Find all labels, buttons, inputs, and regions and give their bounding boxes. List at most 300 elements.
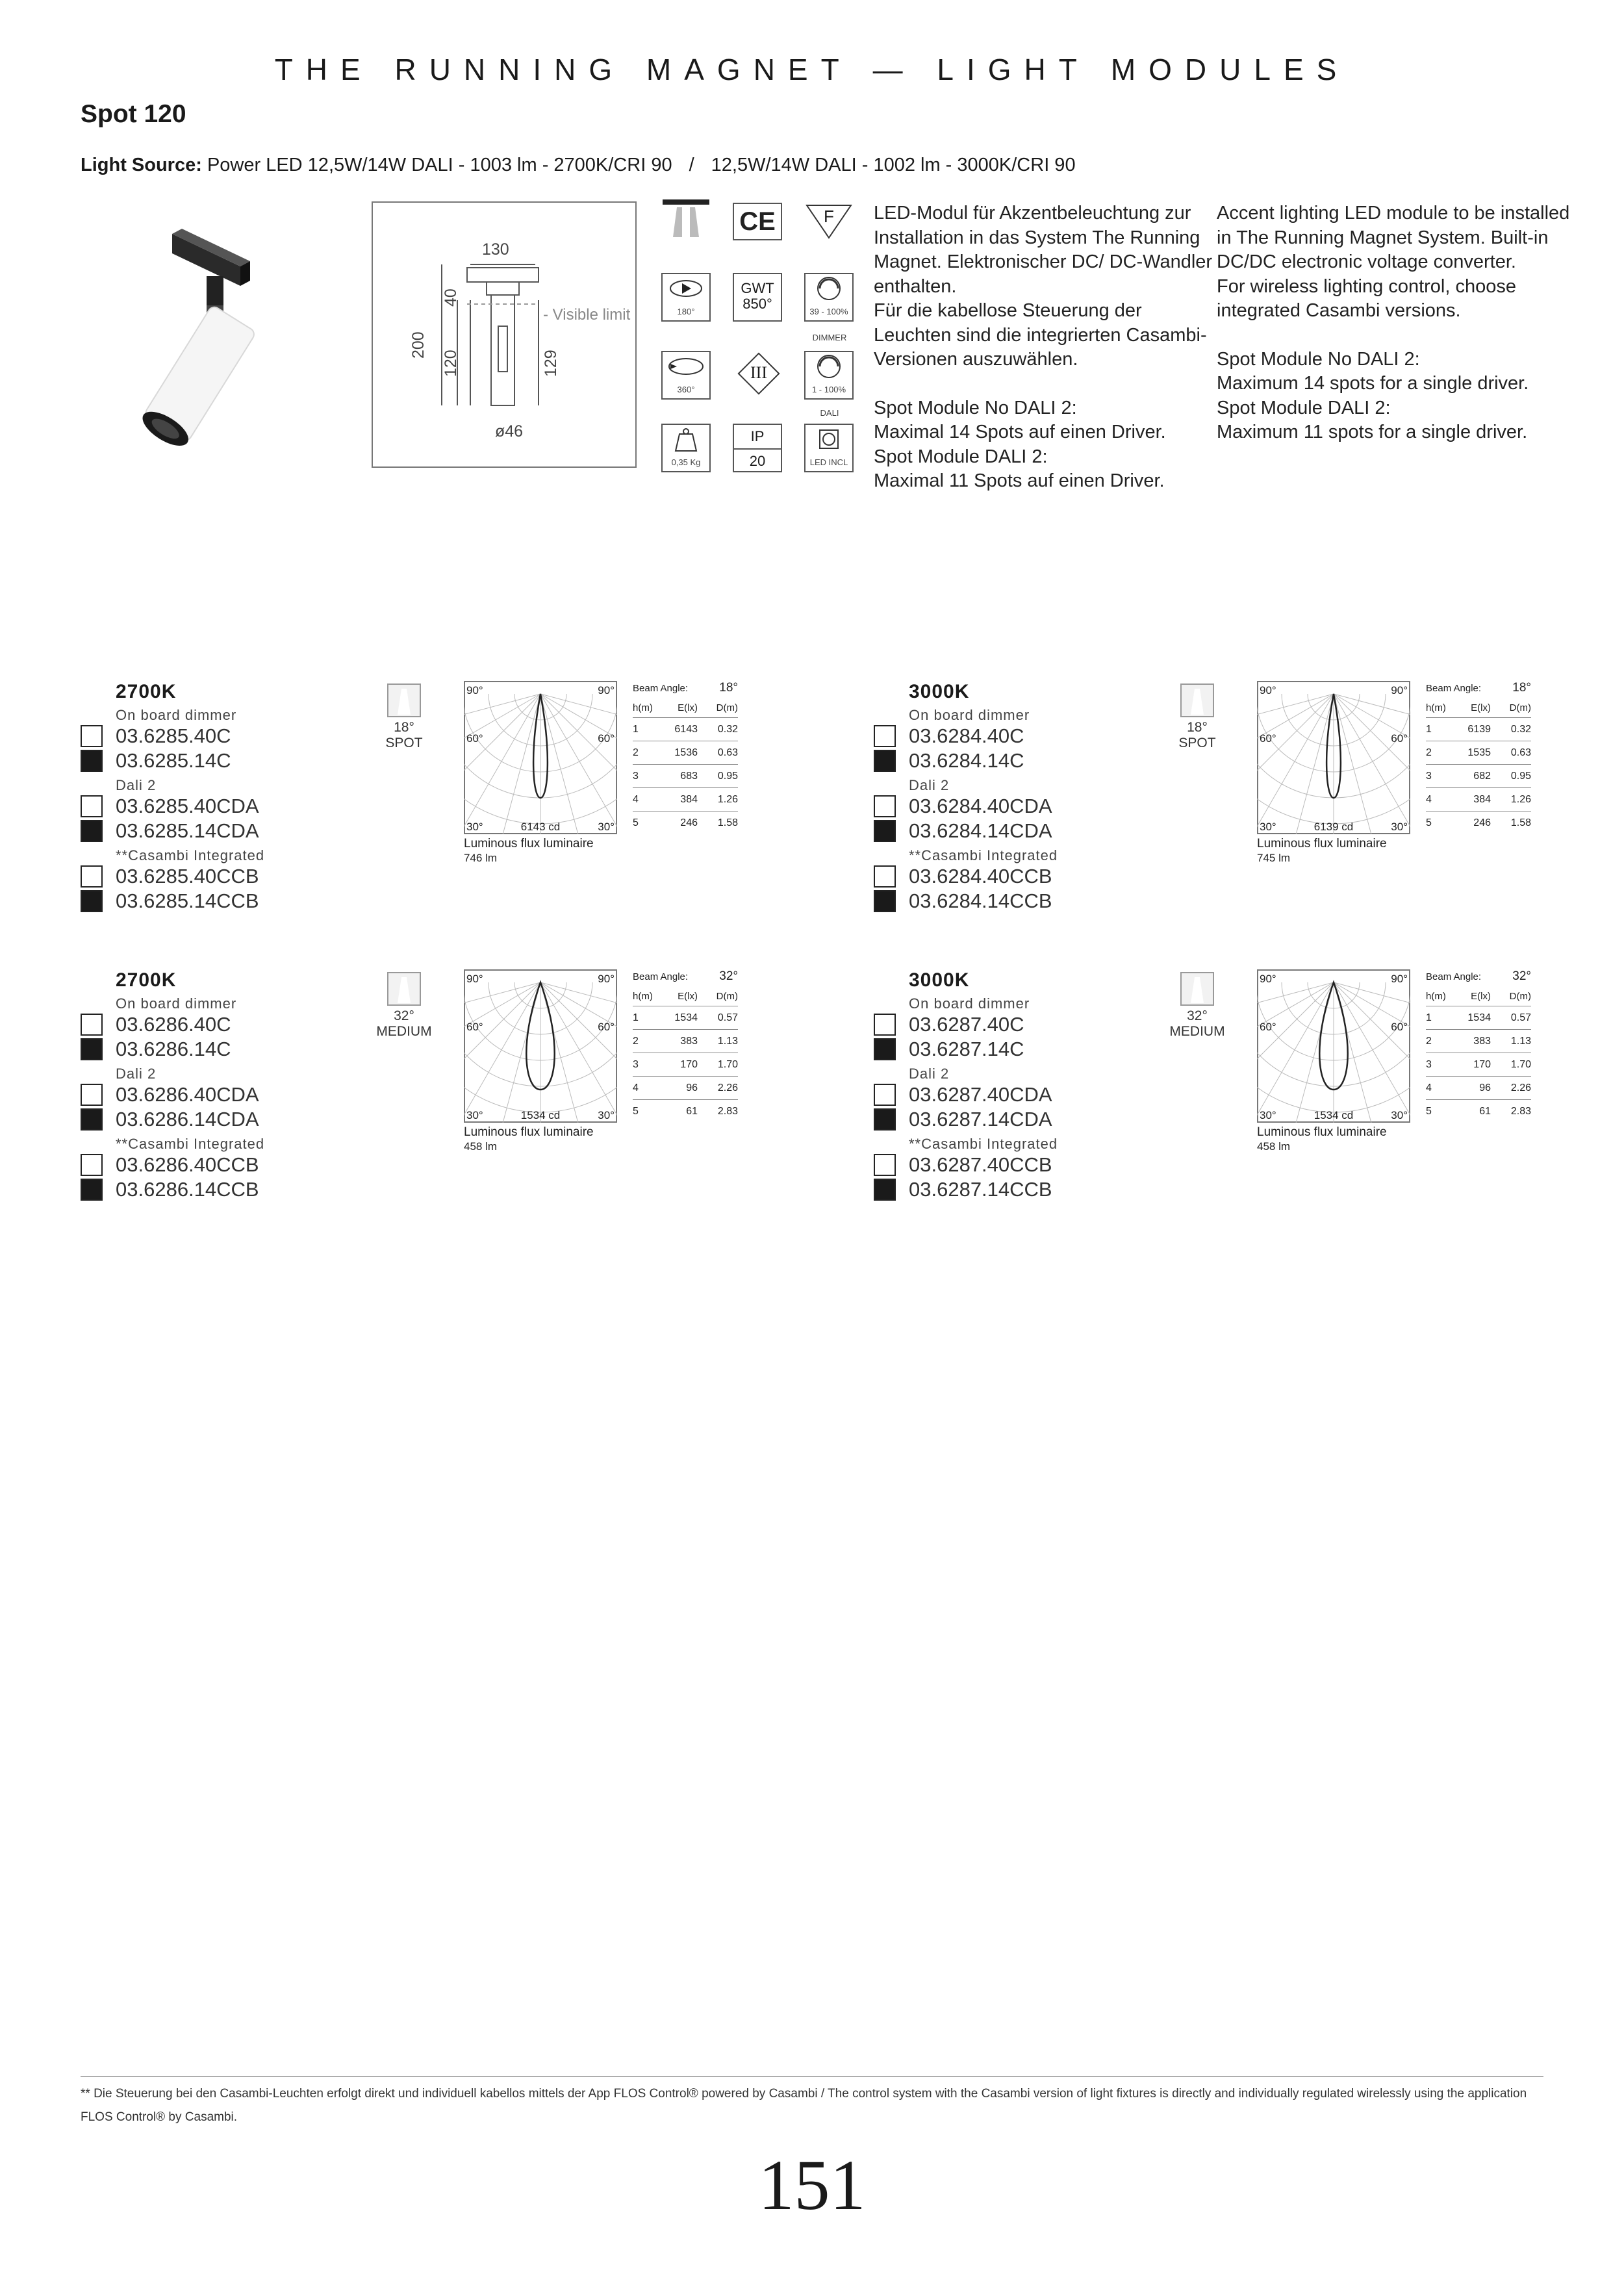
ip-rating-icon bbox=[733, 424, 782, 472]
luminous-flux-label: Luminous flux luminaire bbox=[464, 837, 594, 850]
group-label-dali2: Dali 2 bbox=[909, 1066, 950, 1082]
illuminance-grid bbox=[1426, 986, 1531, 1123]
variant-code-list bbox=[909, 969, 1058, 1202]
illuminance-grid bbox=[633, 698, 738, 834]
light-source-b: 12,5W/14W DALI - 1002 lm - 3000K/CRI 90 bbox=[711, 155, 1076, 175]
row-illuminance: 96 bbox=[1457, 1077, 1491, 1100]
product-code: 03.6287.40C bbox=[909, 1013, 1024, 1036]
de-paragraph-2: Für die kabellose Steuerung der Leuchten sind die integrierten Casambi-Versionen auszuwählen. bbox=[874, 300, 1207, 370]
weight-icon bbox=[661, 424, 711, 472]
product-code: 03.6287.14CCB bbox=[909, 1178, 1052, 1201]
row-height: 5 bbox=[1426, 1105, 1432, 1117]
row-height: 3 bbox=[633, 1053, 664, 1077]
beam-cone-icon bbox=[1180, 972, 1214, 1006]
beam-cone-icon bbox=[387, 972, 421, 1006]
product-code: 03.6284.40CDA bbox=[909, 795, 1052, 817]
en-paragraph-2: For wireless lighting control, choose integrated Casambi versions. bbox=[1217, 275, 1516, 321]
product-code-row bbox=[909, 794, 1058, 819]
product-code-row bbox=[909, 1037, 1058, 1062]
col-header-illuminance: E(lx) bbox=[1457, 986, 1491, 1006]
table-row bbox=[1426, 1100, 1531, 1123]
description-german bbox=[874, 201, 1218, 494]
row-illuminance: 384 bbox=[664, 788, 698, 811]
en-paragraph-5: Spot Module DALI 2: bbox=[1217, 397, 1391, 418]
row-diameter: 1.70 bbox=[698, 1053, 738, 1077]
black-finish-swatch bbox=[874, 750, 896, 772]
table-row bbox=[1426, 718, 1531, 741]
group-label-casambi: **Casambi Integrated bbox=[909, 847, 1058, 863]
product-code-row bbox=[909, 1107, 1058, 1132]
variant-code-list bbox=[116, 969, 264, 1202]
row-height: 5 bbox=[633, 1105, 639, 1117]
product-code: 03.6287.14C bbox=[909, 1038, 1024, 1060]
col-header-diameter: D(m) bbox=[698, 986, 738, 1006]
product-code-row bbox=[909, 864, 1058, 889]
beam-label bbox=[373, 720, 435, 751]
row-height: 2 bbox=[1426, 741, 1457, 765]
product-code: 03.6284.14C bbox=[909, 749, 1024, 772]
group-label-on-board-dimmer: On board dimmer bbox=[909, 995, 1030, 1012]
product-code: 03.6284.40CCB bbox=[909, 865, 1052, 888]
row-diameter: 0.95 bbox=[1491, 765, 1531, 788]
row-height: 2 bbox=[633, 1030, 664, 1053]
de-paragraph-1: LED-Modul für Akzentbeleuchtung zur Installation in das System The Running Magnet. Elektronischer DC/ DC-Wandler enthalten. bbox=[874, 203, 1213, 297]
row-height: 4 bbox=[1426, 788, 1457, 811]
beam-angle-header: Beam Angle: bbox=[1426, 971, 1482, 982]
light-source-a: Power LED 12,5W/14W DALI - 1003 lm - 2700K/CRI 90 bbox=[207, 155, 672, 175]
de-paragraph-6: Maximal 11 Spots auf einen Driver. bbox=[874, 470, 1165, 491]
black-finish-swatch bbox=[874, 1108, 896, 1131]
polar-label-30-left: 30° bbox=[466, 1109, 483, 1121]
beam-angle-header-value: 18° bbox=[719, 681, 738, 695]
row-height: 3 bbox=[633, 765, 664, 788]
luminous-flux-label: Luminous flux luminaire bbox=[1257, 837, 1387, 850]
row-height: 4 bbox=[633, 788, 664, 811]
row-diameter: 1.13 bbox=[698, 1030, 738, 1053]
row-illuminance: 170 bbox=[1457, 1053, 1491, 1077]
product-code: 03.6284.40C bbox=[909, 724, 1024, 747]
row-illuminance: 61 bbox=[1479, 1105, 1491, 1117]
page-header-title: THE RUNNING MAGNET — LIGHT MODULES bbox=[274, 53, 1350, 86]
polar-grid-ray bbox=[540, 694, 617, 804]
polar-grid-ray bbox=[1334, 982, 1410, 1118]
polar-grid-ray bbox=[1334, 694, 1410, 804]
polar-label-30-right: 30° bbox=[598, 1109, 615, 1121]
product-code-row bbox=[116, 864, 264, 889]
product-code-row bbox=[909, 1082, 1058, 1107]
led-incl-label: LED INCL bbox=[809, 457, 848, 467]
polar-label-60-right: 60° bbox=[1391, 1021, 1408, 1033]
dali-icon bbox=[804, 351, 854, 400]
black-finish-swatch bbox=[874, 820, 896, 842]
product-code-row bbox=[116, 1037, 264, 1062]
luminous-flux-value: 745 lm bbox=[1257, 852, 1291, 864]
table-row bbox=[1426, 1077, 1531, 1100]
luminous-flux-label: Luminous flux luminaire bbox=[464, 1125, 594, 1139]
spot-cylinder-shape bbox=[137, 305, 256, 452]
dali-range: 1 - 100% bbox=[811, 385, 846, 394]
row-height: 5 bbox=[1426, 817, 1432, 828]
black-finish-swatch bbox=[81, 750, 103, 772]
group-label-casambi: **Casambi Integrated bbox=[116, 847, 265, 863]
product-code-row bbox=[116, 1153, 264, 1177]
row-diameter: 1.26 bbox=[1491, 788, 1531, 811]
table-row bbox=[1426, 1030, 1531, 1053]
col-header-diameter: D(m) bbox=[698, 698, 738, 718]
row-height: 1 bbox=[1426, 1006, 1457, 1030]
row-height: 3 bbox=[1426, 765, 1457, 788]
f-mark-icon bbox=[804, 203, 854, 240]
dim-height-120: 120 bbox=[442, 350, 460, 377]
row-height: 5 bbox=[633, 817, 639, 828]
col-header-illuminance: E(lx) bbox=[664, 698, 698, 718]
polar-grid-ray bbox=[464, 694, 540, 804]
white-finish-swatch bbox=[874, 1084, 896, 1106]
dimmer-range: 39 - 100% bbox=[809, 307, 848, 316]
polar-label-60-left: 60° bbox=[1260, 1021, 1276, 1033]
gwt-temp: 850° bbox=[742, 296, 772, 312]
polar-label-60-right: 60° bbox=[598, 1021, 615, 1033]
row-illuminance: 170 bbox=[664, 1053, 698, 1077]
black-finish-swatch bbox=[874, 1038, 896, 1060]
beam-angle-header-value: 18° bbox=[1512, 681, 1531, 695]
variant-temp-title: 3000K bbox=[909, 681, 970, 702]
illuminance-table bbox=[1426, 967, 1531, 1123]
dim-height-40: 40 bbox=[442, 288, 460, 307]
polar-label-30-right: 30° bbox=[598, 821, 615, 833]
product-code: 03.6287.40CCB bbox=[909, 1153, 1052, 1176]
row-diameter: 0.63 bbox=[698, 741, 738, 765]
white-finish-swatch bbox=[81, 865, 103, 888]
row-diameter: 0.95 bbox=[698, 765, 738, 788]
row-illuminance: 246 bbox=[1473, 817, 1491, 828]
table-row bbox=[633, 1077, 738, 1100]
group-label-on-board-dimmer: On board dimmer bbox=[909, 707, 1030, 723]
table-header-row bbox=[633, 986, 738, 1006]
black-finish-swatch bbox=[81, 1108, 103, 1131]
table-row bbox=[633, 741, 738, 765]
col-header-height: h(m) bbox=[1426, 698, 1457, 718]
product-code-row bbox=[909, 1012, 1058, 1037]
row-illuminance: 383 bbox=[664, 1030, 698, 1053]
row-height: 2 bbox=[1426, 1030, 1457, 1053]
en-paragraph-4: Maximum 14 spots for a single driver. bbox=[1217, 373, 1529, 394]
track-adapter-shape bbox=[172, 229, 250, 314]
beam-angle-value: 18° bbox=[1187, 720, 1208, 735]
black-finish-swatch bbox=[81, 820, 103, 842]
description-english bbox=[1217, 201, 1574, 445]
product-code-row bbox=[909, 748, 1058, 773]
en-paragraph-3: Spot Module No DALI 2: bbox=[1217, 348, 1420, 370]
row-illuminance: 682 bbox=[1457, 765, 1491, 788]
row-illuminance: 383 bbox=[1457, 1030, 1491, 1053]
row-height: 4 bbox=[633, 1077, 664, 1100]
product-code: 03.6287.14CDA bbox=[909, 1108, 1052, 1131]
class-three-icon bbox=[733, 348, 785, 400]
table-row bbox=[633, 1053, 738, 1077]
product-code: 03.6286.40CCB bbox=[116, 1153, 259, 1176]
ip-label: IP bbox=[734, 425, 781, 450]
en-paragraph-6: Maximum 11 spots for a single driver. bbox=[1217, 422, 1528, 442]
polar-grid-ray bbox=[464, 982, 540, 1118]
white-finish-swatch bbox=[81, 1014, 103, 1036]
col-header-height: h(m) bbox=[633, 986, 664, 1006]
white-finish-swatch bbox=[874, 1154, 896, 1176]
product-code: 03.6287.40CDA bbox=[909, 1083, 1052, 1106]
variant-block bbox=[874, 681, 1595, 954]
beam-type-value: SPOT bbox=[385, 735, 423, 750]
polar-grid-ray bbox=[464, 694, 540, 829]
product-code-row bbox=[909, 889, 1058, 913]
beam-cone-icon bbox=[387, 683, 421, 717]
beam-label bbox=[1166, 720, 1228, 751]
icon-track-profile bbox=[661, 198, 711, 236]
polar-caption bbox=[464, 837, 594, 865]
product-code-row bbox=[116, 1107, 264, 1132]
row-diameter: 0.32 bbox=[698, 718, 738, 741]
row-illuminance: 246 bbox=[680, 817, 698, 828]
polar-grid-ray bbox=[1257, 982, 1334, 1118]
product-code-row bbox=[909, 819, 1058, 843]
black-finish-swatch bbox=[81, 1179, 103, 1201]
polar-label-60-left: 60° bbox=[1260, 732, 1276, 745]
polar-label-60-left: 60° bbox=[466, 1021, 483, 1033]
table-row bbox=[1426, 811, 1531, 835]
polar-caption bbox=[1257, 837, 1387, 865]
polar-label-60-left: 60° bbox=[466, 732, 483, 745]
gwt-icon bbox=[733, 273, 782, 322]
product-code: 03.6285.14CDA bbox=[116, 819, 259, 842]
row-height: 1 bbox=[633, 1006, 664, 1030]
black-finish-swatch bbox=[874, 1179, 896, 1201]
col-header-diameter: D(m) bbox=[1491, 698, 1531, 718]
polar-caption bbox=[1257, 1125, 1387, 1154]
dimmer-icon bbox=[804, 273, 854, 322]
row-height: 1 bbox=[633, 718, 664, 741]
product-code: 03.6285.40C bbox=[116, 724, 231, 747]
row-diameter: 0.57 bbox=[698, 1006, 738, 1030]
table-row bbox=[1426, 1006, 1531, 1030]
product-code: 03.6286.14CCB bbox=[116, 1178, 259, 1201]
table-row bbox=[1426, 765, 1531, 788]
polar-label-90-right: 90° bbox=[1391, 684, 1408, 696]
row-illuminance: 1535 bbox=[1457, 741, 1491, 765]
group-label-on-board-dimmer: On board dimmer bbox=[116, 995, 237, 1012]
table-row bbox=[633, 1030, 738, 1053]
product-code-row bbox=[909, 1153, 1058, 1177]
product-code-row bbox=[909, 1177, 1058, 1202]
table-row bbox=[1426, 741, 1531, 765]
row-illuminance: 1534 bbox=[1457, 1006, 1491, 1030]
row-diameter: 1.26 bbox=[698, 788, 738, 811]
variant-block bbox=[81, 681, 802, 954]
white-finish-swatch bbox=[874, 725, 896, 747]
dim-diameter: ø46 bbox=[495, 422, 524, 441]
illuminance-grid bbox=[1426, 698, 1531, 834]
page-number: 151 bbox=[758, 2145, 866, 2225]
f-mark-letter: F bbox=[824, 207, 834, 226]
ip-value: 20 bbox=[749, 453, 766, 469]
illuminance-grid bbox=[633, 986, 738, 1123]
dimension-drawing bbox=[372, 201, 637, 468]
product-code: 03.6286.40C bbox=[116, 1013, 231, 1036]
beam-angle-header: Beam Angle: bbox=[633, 682, 689, 694]
polar-label-30-right: 30° bbox=[1391, 1109, 1408, 1121]
table-header-row bbox=[1426, 986, 1531, 1006]
beam-type-value: MEDIUM bbox=[1169, 1024, 1225, 1039]
polar-peak-intensity: 1534 cd bbox=[520, 1109, 561, 1121]
product-code: 03.6286.14C bbox=[116, 1038, 231, 1060]
row-diameter: 2.26 bbox=[1491, 1077, 1531, 1100]
polar-diagram bbox=[1257, 681, 1410, 834]
polar-grid-ray bbox=[1257, 694, 1334, 829]
beam-label bbox=[373, 1008, 435, 1040]
white-finish-swatch bbox=[81, 795, 103, 817]
row-height: 3 bbox=[1426, 1053, 1457, 1077]
col-header-diameter: D(m) bbox=[1491, 986, 1531, 1006]
beam-cone-icon bbox=[1180, 683, 1214, 717]
row-illuminance: 1536 bbox=[664, 741, 698, 765]
weight-label: 0,35 Kg bbox=[671, 457, 701, 467]
product-name: Spot 120 bbox=[81, 100, 186, 128]
polar-diagram bbox=[464, 969, 617, 1123]
variant-temp-title: 2700K bbox=[116, 681, 177, 702]
col-header-illuminance: E(lx) bbox=[664, 986, 698, 1006]
product-code: 03.6285.14C bbox=[116, 749, 231, 772]
polar-peak-intensity: 6143 cd bbox=[520, 821, 561, 833]
de-paragraph-5: Spot Module DALI 2: bbox=[874, 446, 1048, 467]
white-finish-swatch bbox=[874, 1014, 896, 1036]
illuminance-table bbox=[633, 678, 738, 834]
black-finish-swatch bbox=[81, 1038, 103, 1060]
row-diameter: 1.70 bbox=[1491, 1053, 1531, 1077]
polar-label-90-left: 90° bbox=[466, 684, 483, 696]
table-row bbox=[1426, 788, 1531, 811]
row-diameter: 2.83 bbox=[1510, 1105, 1531, 1117]
dim-height-129: 129 bbox=[542, 350, 560, 377]
black-finish-swatch bbox=[81, 890, 103, 912]
polar-label-30-left: 30° bbox=[466, 821, 483, 833]
ce-mark-icon: CE bbox=[733, 203, 782, 240]
product-photo bbox=[110, 214, 305, 455]
product-code-row bbox=[116, 748, 264, 773]
polar-label-90-right: 90° bbox=[598, 684, 615, 696]
rotate-180-label: 180° bbox=[677, 307, 695, 316]
polar-label-60-right: 60° bbox=[1391, 732, 1408, 745]
row-illuminance: 683 bbox=[664, 765, 698, 788]
white-finish-swatch bbox=[81, 1154, 103, 1176]
polar-label-90-right: 90° bbox=[598, 973, 615, 985]
row-diameter: 2.26 bbox=[698, 1077, 738, 1100]
row-height: 4 bbox=[1426, 1077, 1457, 1100]
light-source-line bbox=[81, 155, 1076, 176]
polar-grid-ray bbox=[1257, 694, 1334, 804]
white-finish-swatch bbox=[874, 795, 896, 817]
polar-grid-ray bbox=[540, 982, 617, 1118]
product-code: 03.6286.40CDA bbox=[116, 1083, 259, 1106]
row-diameter: 0.57 bbox=[1491, 1006, 1531, 1030]
row-illuminance: 61 bbox=[686, 1105, 698, 1117]
variant-code-list bbox=[116, 681, 264, 913]
polar-label-30-left: 30° bbox=[1260, 1109, 1276, 1121]
product-code-row bbox=[116, 819, 264, 843]
beam-label bbox=[1166, 1008, 1228, 1040]
led-incl-icon bbox=[804, 424, 854, 472]
polar-label-90-left: 90° bbox=[466, 973, 483, 985]
beam-angle-header: Beam Angle: bbox=[633, 971, 689, 982]
beam-angle-header-value: 32° bbox=[1512, 969, 1531, 983]
dimmer-label: DIMMER bbox=[812, 333, 847, 342]
table-row bbox=[633, 1006, 738, 1030]
row-diameter: 1.58 bbox=[717, 817, 738, 828]
row-illuminance: 96 bbox=[664, 1077, 698, 1100]
beam-angle-value: 32° bbox=[394, 1008, 414, 1023]
beam-angle-header-value: 32° bbox=[719, 969, 738, 983]
beam-type-value: MEDIUM bbox=[376, 1024, 432, 1039]
dimension-svg bbox=[373, 203, 635, 466]
polar-label-30-left: 30° bbox=[1260, 821, 1276, 833]
product-code: 03.6284.14CCB bbox=[909, 889, 1052, 912]
table-row bbox=[633, 765, 738, 788]
group-label-dali2: Dali 2 bbox=[909, 777, 950, 793]
dim-width-130: 130 bbox=[482, 240, 509, 259]
row-height: 2 bbox=[633, 741, 664, 765]
group-label-dali2: Dali 2 bbox=[116, 1066, 157, 1082]
row-diameter: 0.32 bbox=[1491, 718, 1531, 741]
beam-angle-value: 18° bbox=[394, 720, 414, 735]
table-row bbox=[633, 718, 738, 741]
polar-label-90-right: 90° bbox=[1391, 973, 1408, 985]
variant-block bbox=[874, 969, 1595, 1242]
beam-angle-value: 32° bbox=[1187, 1008, 1208, 1023]
polar-grid-ray bbox=[1334, 694, 1410, 829]
table-header-row bbox=[1426, 698, 1531, 718]
visible-limit-label: - Visible limit bbox=[543, 306, 631, 324]
rotate-360-icon bbox=[661, 351, 711, 400]
product-code: 03.6285.40CDA bbox=[116, 795, 259, 817]
dali-label: DALI bbox=[820, 408, 839, 418]
product-code-row bbox=[116, 889, 264, 913]
col-header-height: h(m) bbox=[1426, 986, 1457, 1006]
luminous-flux-value: 746 lm bbox=[464, 852, 498, 864]
luminous-flux-value: 458 lm bbox=[464, 1140, 498, 1153]
table-row bbox=[633, 1100, 738, 1123]
white-finish-swatch bbox=[874, 865, 896, 888]
luminous-flux-label: Luminous flux luminaire bbox=[1257, 1125, 1387, 1139]
table-header-row bbox=[633, 698, 738, 718]
polar-peak-intensity: 6139 cd bbox=[1313, 821, 1354, 833]
black-finish-swatch bbox=[874, 890, 896, 912]
row-illuminance: 6139 bbox=[1457, 718, 1491, 741]
gwt-label: GWT bbox=[741, 280, 774, 296]
beam-type-value: SPOT bbox=[1178, 735, 1216, 750]
polar-diagram bbox=[1257, 969, 1410, 1123]
polar-label-30-right: 30° bbox=[1391, 821, 1408, 833]
product-code: 03.6285.14CCB bbox=[116, 889, 259, 912]
illuminance-table bbox=[633, 967, 738, 1123]
polar-peak-intensity: 1534 cd bbox=[1313, 1109, 1354, 1121]
variant-code-list bbox=[909, 681, 1058, 913]
polar-label-90-left: 90° bbox=[1260, 973, 1276, 985]
product-code-row bbox=[116, 794, 264, 819]
row-illuminance: 6143 bbox=[664, 718, 698, 741]
rotate-180-icon bbox=[661, 273, 711, 322]
product-code-row bbox=[116, 724, 264, 748]
rotate-360-label: 360° bbox=[677, 385, 695, 394]
de-paragraph-3: Spot Module No DALI 2: bbox=[874, 397, 1077, 418]
polar-label-90-left: 90° bbox=[1260, 684, 1276, 696]
white-finish-swatch bbox=[81, 725, 103, 747]
